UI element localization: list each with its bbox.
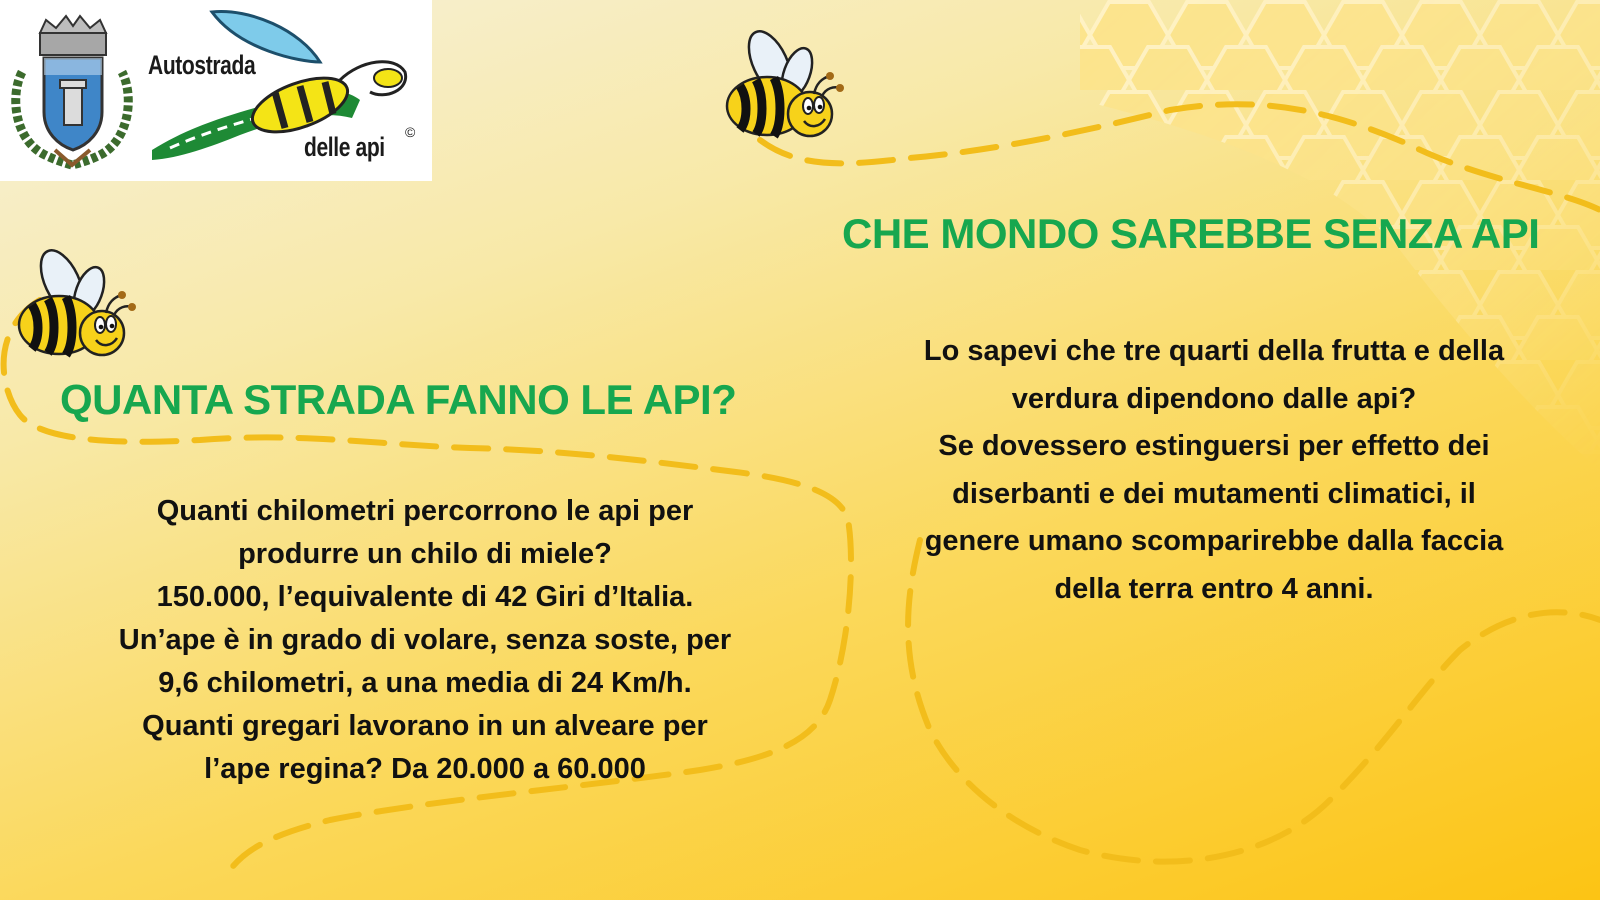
- bee-icon: [722, 28, 852, 153]
- coat-of-arms-icon: [16, 16, 129, 165]
- text-line: diserbanti e dei mutamenti climatici, il: [952, 477, 1476, 510]
- text-line: della terra entro 4 anni.: [1054, 572, 1374, 605]
- logo-text-bottom: delle api: [304, 132, 385, 162]
- right-section-title: CHE MONDO SAREBBE SENZA API: [842, 210, 1540, 257]
- text-line: Quanti gregari lavorano in un alveare per: [142, 710, 708, 742]
- text-line: Lo sapevi che tre quarti della frutta e della: [923, 335, 1505, 367]
- text-line: 150.000, l’equivalente di 42 Giri d’Italia.: [156, 581, 694, 613]
- text-line: produrre un chilo di miele?: [238, 538, 612, 570]
- logo-block: [0, 0, 432, 181]
- text-line: Se dovessero estinguersi per effetto dei: [938, 430, 1490, 462]
- right-section-text: [845, 328, 1583, 613]
- text-line: verdura dipendono dalle api?: [1011, 382, 1417, 415]
- logo-text-top: Autostrada: [148, 50, 256, 80]
- text-line: l’ape regina? Da 20.000 a 60.000: [204, 753, 646, 785]
- left-section-text: [50, 490, 800, 791]
- left-section-title: QUANTA STRADA FANNO LE API?: [60, 376, 737, 423]
- bee-icon: [14, 247, 144, 372]
- text-line: genere umano scomparirebbe dalla faccia: [924, 525, 1504, 557]
- text-line: 9,6 chilometri, a una media di 24 Km/h.: [158, 667, 692, 699]
- text-line: Quanti chilometri percorrono le api per: [156, 495, 694, 527]
- text-line: Un’ape è in grado di volare, senza soste, per: [118, 624, 732, 656]
- copyright-mark: ©: [405, 124, 415, 140]
